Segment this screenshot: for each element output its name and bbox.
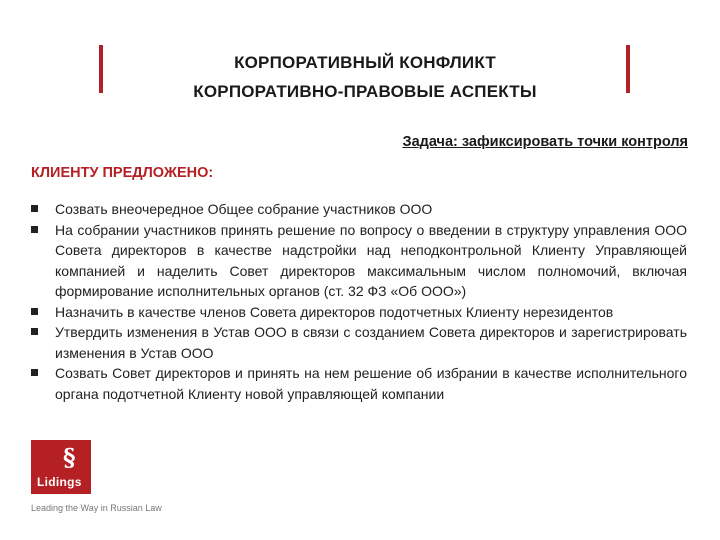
title-accent-bar-right (626, 45, 630, 93)
list-item-text: Утвердить изменения в Устав ООО в связи с созданием Совета директоров и зарегистрировать изменения в Устав ООО (55, 324, 687, 361)
page-subtitle: КОРПОРАТИВНО-ПРАВОВЫЕ АСПЕКТЫ (193, 82, 537, 101)
list-item-text: Созвать Совет директоров и принять на нем решение об избрании в качестве исполнительного органа подотчетной Клиенту новой управляющей компании (55, 365, 687, 402)
task-statement: Задача: зафиксировать точки контроля (402, 134, 688, 150)
company-logo (31, 440, 91, 494)
list-item (31, 363, 687, 404)
title-accent-bar-left (99, 45, 103, 93)
list-item (31, 322, 687, 363)
page-title: КОРПОРАТИВНЫЙ КОНФЛИКТ (234, 53, 496, 72)
list-item-text: Созвать внеочередное Общее собрание участников ООО (55, 201, 433, 217)
list-item (31, 220, 687, 302)
list-item (31, 199, 687, 220)
list-item (31, 302, 687, 323)
logo-wordmark: Lidings (37, 475, 82, 489)
bullet-list (31, 199, 687, 404)
list-item-text: Назначить в качестве членов Совета директоров подотчетных Клиенту нерезидентов (55, 303, 614, 320)
list-item-text: На собрании участников принять решение по вопросу о введении в структуру управления ООО Совета директоров в качестве надстройки над неподконтрольной Клиенту Управляющей компанией и наделить Совет директоров максимальным числом полномочий, включая формирование исполнительных органов (ст. 32 ФЗ «Об ООО») (55, 221, 687, 299)
logo-emblem-icon: § (63, 443, 76, 472)
bullet-square-icon (31, 308, 38, 315)
bullet-square-icon (31, 369, 38, 376)
company-tagline: Leading the Way in Russian Law (31, 503, 162, 513)
section-heading: КЛИЕНТУ ПРЕДЛОЖЕНО: (31, 165, 214, 181)
bullet-square-icon (31, 226, 38, 233)
bullet-square-icon (31, 205, 38, 212)
bullet-square-icon (31, 328, 38, 335)
